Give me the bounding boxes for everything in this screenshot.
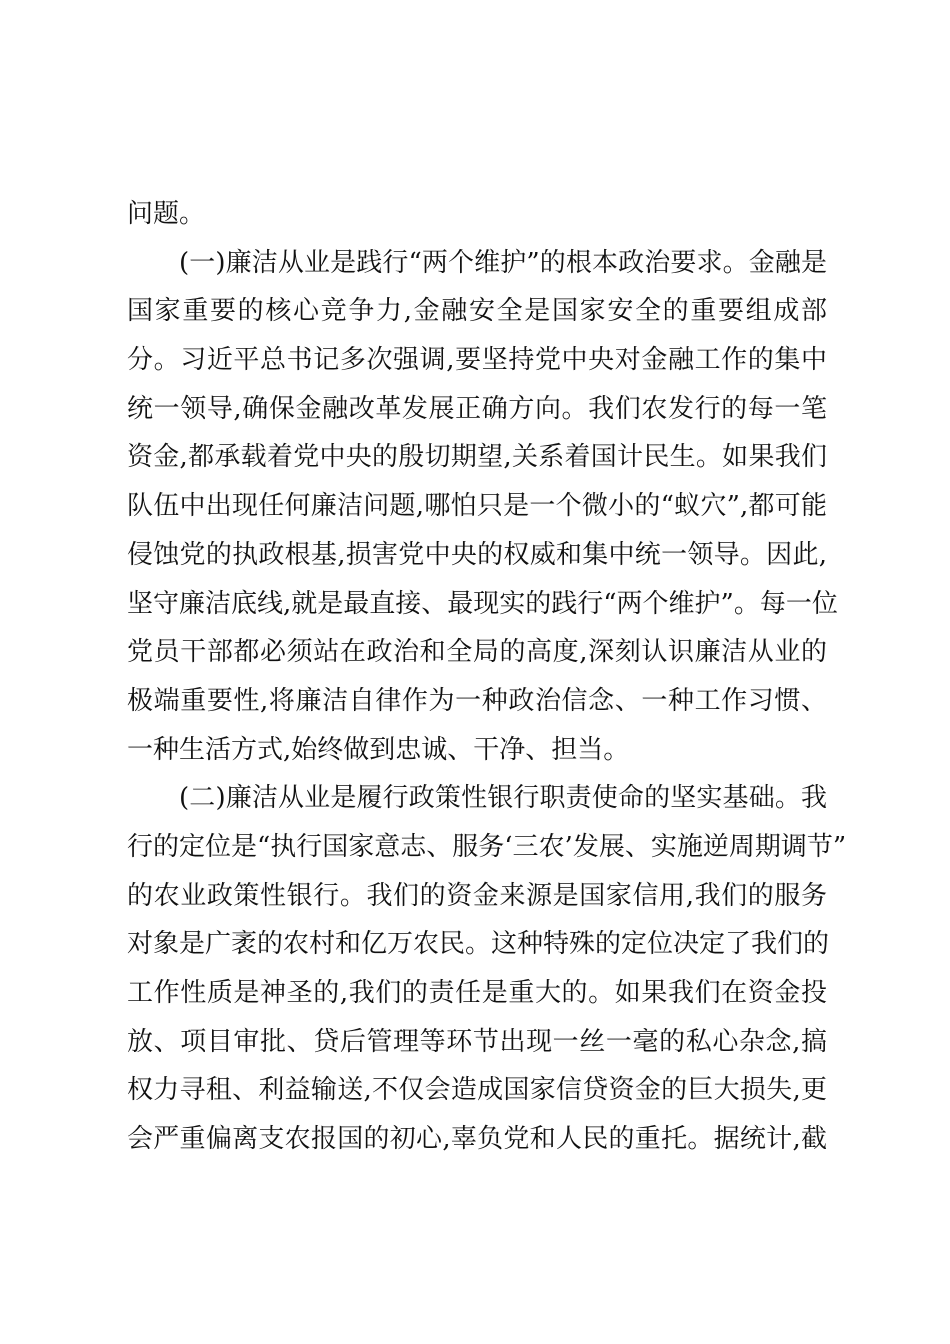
document-body <box>127 190 847 1164</box>
text-line: 一种生活方式,始终做到忠诚、干净、担当。 <box>127 734 630 765</box>
text-line: 行的定位是“执行国家意志、服务‘三农’发展、实施逆周期调节” <box>127 831 847 862</box>
text-line: 资金,都承载着党中央的殷切期望,关系着国计民生。如果我们 <box>127 442 827 473</box>
text-line: 问题。 <box>127 199 206 229</box>
text-line: 权力寻租、利益输送,不仅会造成国家信贷资金的巨大损失,更 <box>127 1075 827 1106</box>
text-line: 对象是广袤的农村和亿万农民。这种特殊的定位决定了我们的 <box>127 929 830 960</box>
text-line: 会严重偏离支农报国的初心,辜负党和人民的重托。据统计,截 <box>127 1124 827 1155</box>
text-line: 分。习近平总书记多次强调,要坚持党中央对金融工作的集中 <box>127 345 827 376</box>
text-line: 放、项目审批、贷后管理等环节出现一丝一毫的私心杂念,搞 <box>127 1026 827 1057</box>
text-line: 国家重要的核心竞争力,金融安全是国家安全的重要组成部 <box>127 296 827 327</box>
text-line: 统一领导,确保金融改革发展正确方向。我们农发行的每一笔 <box>127 393 827 424</box>
paragraph-2-heading-line: (二)廉洁从业是履行政策性银行职责使命的坚实基础。我 <box>179 783 827 814</box>
text-line: 工作性质是神圣的,我们的责任是重大的。如果我们在资金投 <box>127 978 827 1008</box>
text-line: 极端重要性,将廉洁自律作为一种政治信念、一种工作习惯、 <box>127 685 827 716</box>
text-line: 的农业政策性银行。我们的资金来源是国家信用,我们的服务 <box>127 880 827 911</box>
text-line: 党员干部都必须站在政治和全局的高度,深刻认识廉洁从业的 <box>127 637 827 668</box>
text-line: 队伍中出现任何廉洁问题,哪怕只是一个微小的“蚁穴”,都可能 <box>127 491 827 522</box>
paragraph-1-heading-line: (一)廉洁从业是践行“两个维护”的根本政治要求。金融是 <box>179 247 827 278</box>
text-line: 侵蚀党的执政根基,损害党中央的权威和集中统一领导。因此, <box>127 539 827 570</box>
text-line: 坚守廉洁底线,就是最直接、最现实的践行“两个维护”。每一位 <box>127 588 838 619</box>
